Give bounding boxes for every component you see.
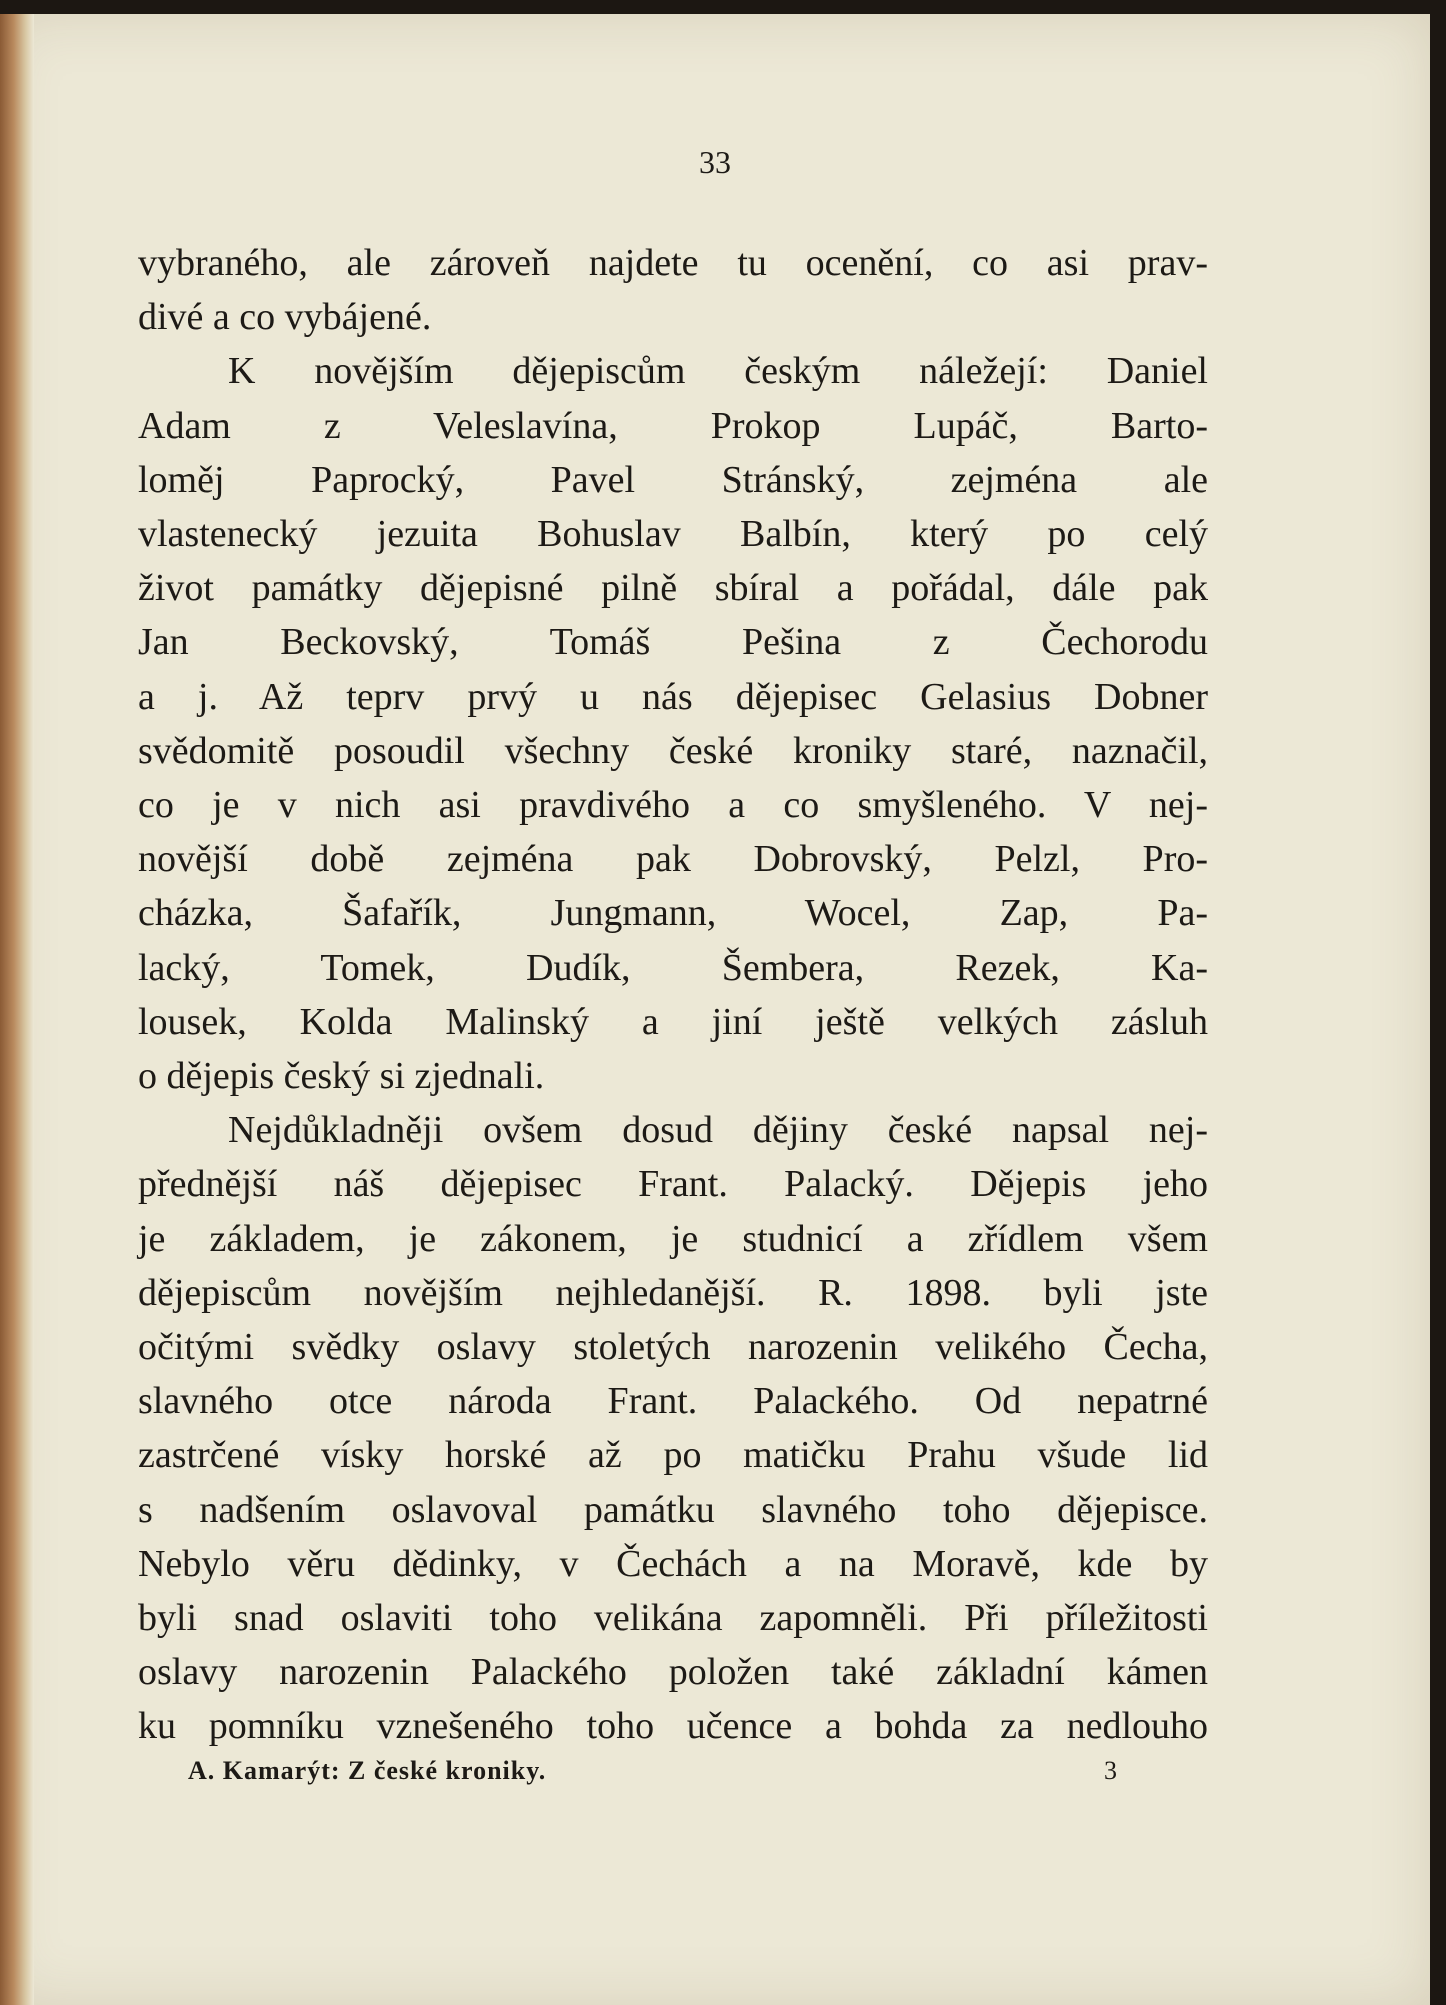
text-line: divé a co vybájené. <box>138 296 432 339</box>
text-line: Nebylo věru dědinky, v Čechách a na Moravě, kde by <box>138 1542 1208 1585</box>
text-line: Adam z Veleslavína, Prokop Lupáč, Barto- <box>138 404 1208 447</box>
running-title: A. Kamarýt: Z české kroniky. <box>188 1756 547 1785</box>
text-line: oslavy narozenin Palackého položen také základní kámen <box>138 1651 1208 1694</box>
text-line: lousek, Kolda Malinský a jiní ještě velkých zásluh <box>138 1000 1208 1043</box>
text-line: loměj Paprocký, Pavel Stránský, zejména ale <box>138 458 1208 501</box>
book-binding-edge <box>0 14 34 2005</box>
text-line: vlastenecký jezuita Bohuslav Balbín, který po celý <box>138 513 1208 556</box>
page-number: 33 <box>699 144 731 180</box>
text-line: s nadšením oslavoval památku slavného toho dějepisce. <box>138 1488 1208 1531</box>
text-line: zastrčené vísky horské až po matičku Prahu všude lid <box>138 1434 1208 1477</box>
text-line: svědomitě posoudil všechny české kroniky staré, naznačil, <box>138 729 1208 772</box>
signature-mark: 3 <box>1104 1756 1118 1785</box>
text-line: Nejdůkladněji ovšem dosud dějiny české napsal nej- <box>228 1109 1208 1152</box>
text-line: K novějším dějepiscům českým náležejí: Daniel <box>228 350 1208 393</box>
text-line: vybraného, ale zároveň najdete tu ocenění, co asi prav- <box>138 242 1208 284</box>
text-line: slavného otce národa Frant. Palackého. Od nepatrné <box>138 1380 1208 1423</box>
text-line: je základem, je zákonem, je studnicí a zřídlem všem <box>138 1217 1208 1260</box>
text-line: cházka, Šafařík, Jungmann, Wocel, Zap, Pa- <box>138 892 1208 935</box>
text-line: o dějepis český si zjednali. <box>138 1055 545 1098</box>
text-line: byli snad oslaviti toho velikána zapomněli. Při příležitosti <box>138 1597 1208 1640</box>
text-line: co je v nich asi pravdivého a co smyšleného. V nej- <box>138 784 1208 827</box>
body-text <box>138 236 1208 1754</box>
page-footer <box>188 1756 1118 1786</box>
text-line: přednější náš dějepisec Frant. Palacký. Dějepis jeho <box>138 1163 1208 1206</box>
text-line: očitými svědky oslavy stoletých narozenin velikého Čecha, <box>138 1326 1208 1369</box>
text-line: Jan Beckovský, Tomáš Pešina z Čechorodu <box>138 621 1208 664</box>
book-page <box>0 14 1430 2005</box>
text-line: dějepiscům novějším nejhledanější. R. 1898. byli jste <box>138 1271 1208 1314</box>
text-line: ku pomníku vznešeného toho učence a bohda za nedlouho <box>138 1705 1208 1748</box>
text-line: život památky dějepisné pilně sbíral a pořádal, dále pak <box>138 567 1208 610</box>
text-line: lacký, Tomek, Dudík, Šembera, Rezek, Ka- <box>138 946 1208 989</box>
text-line: a j. Až teprv prvý u nás dějepisec Gelasius Dobner <box>138 675 1208 718</box>
text-line: novější době zejména pak Dobrovský, Pelzl, Pro- <box>138 838 1208 881</box>
